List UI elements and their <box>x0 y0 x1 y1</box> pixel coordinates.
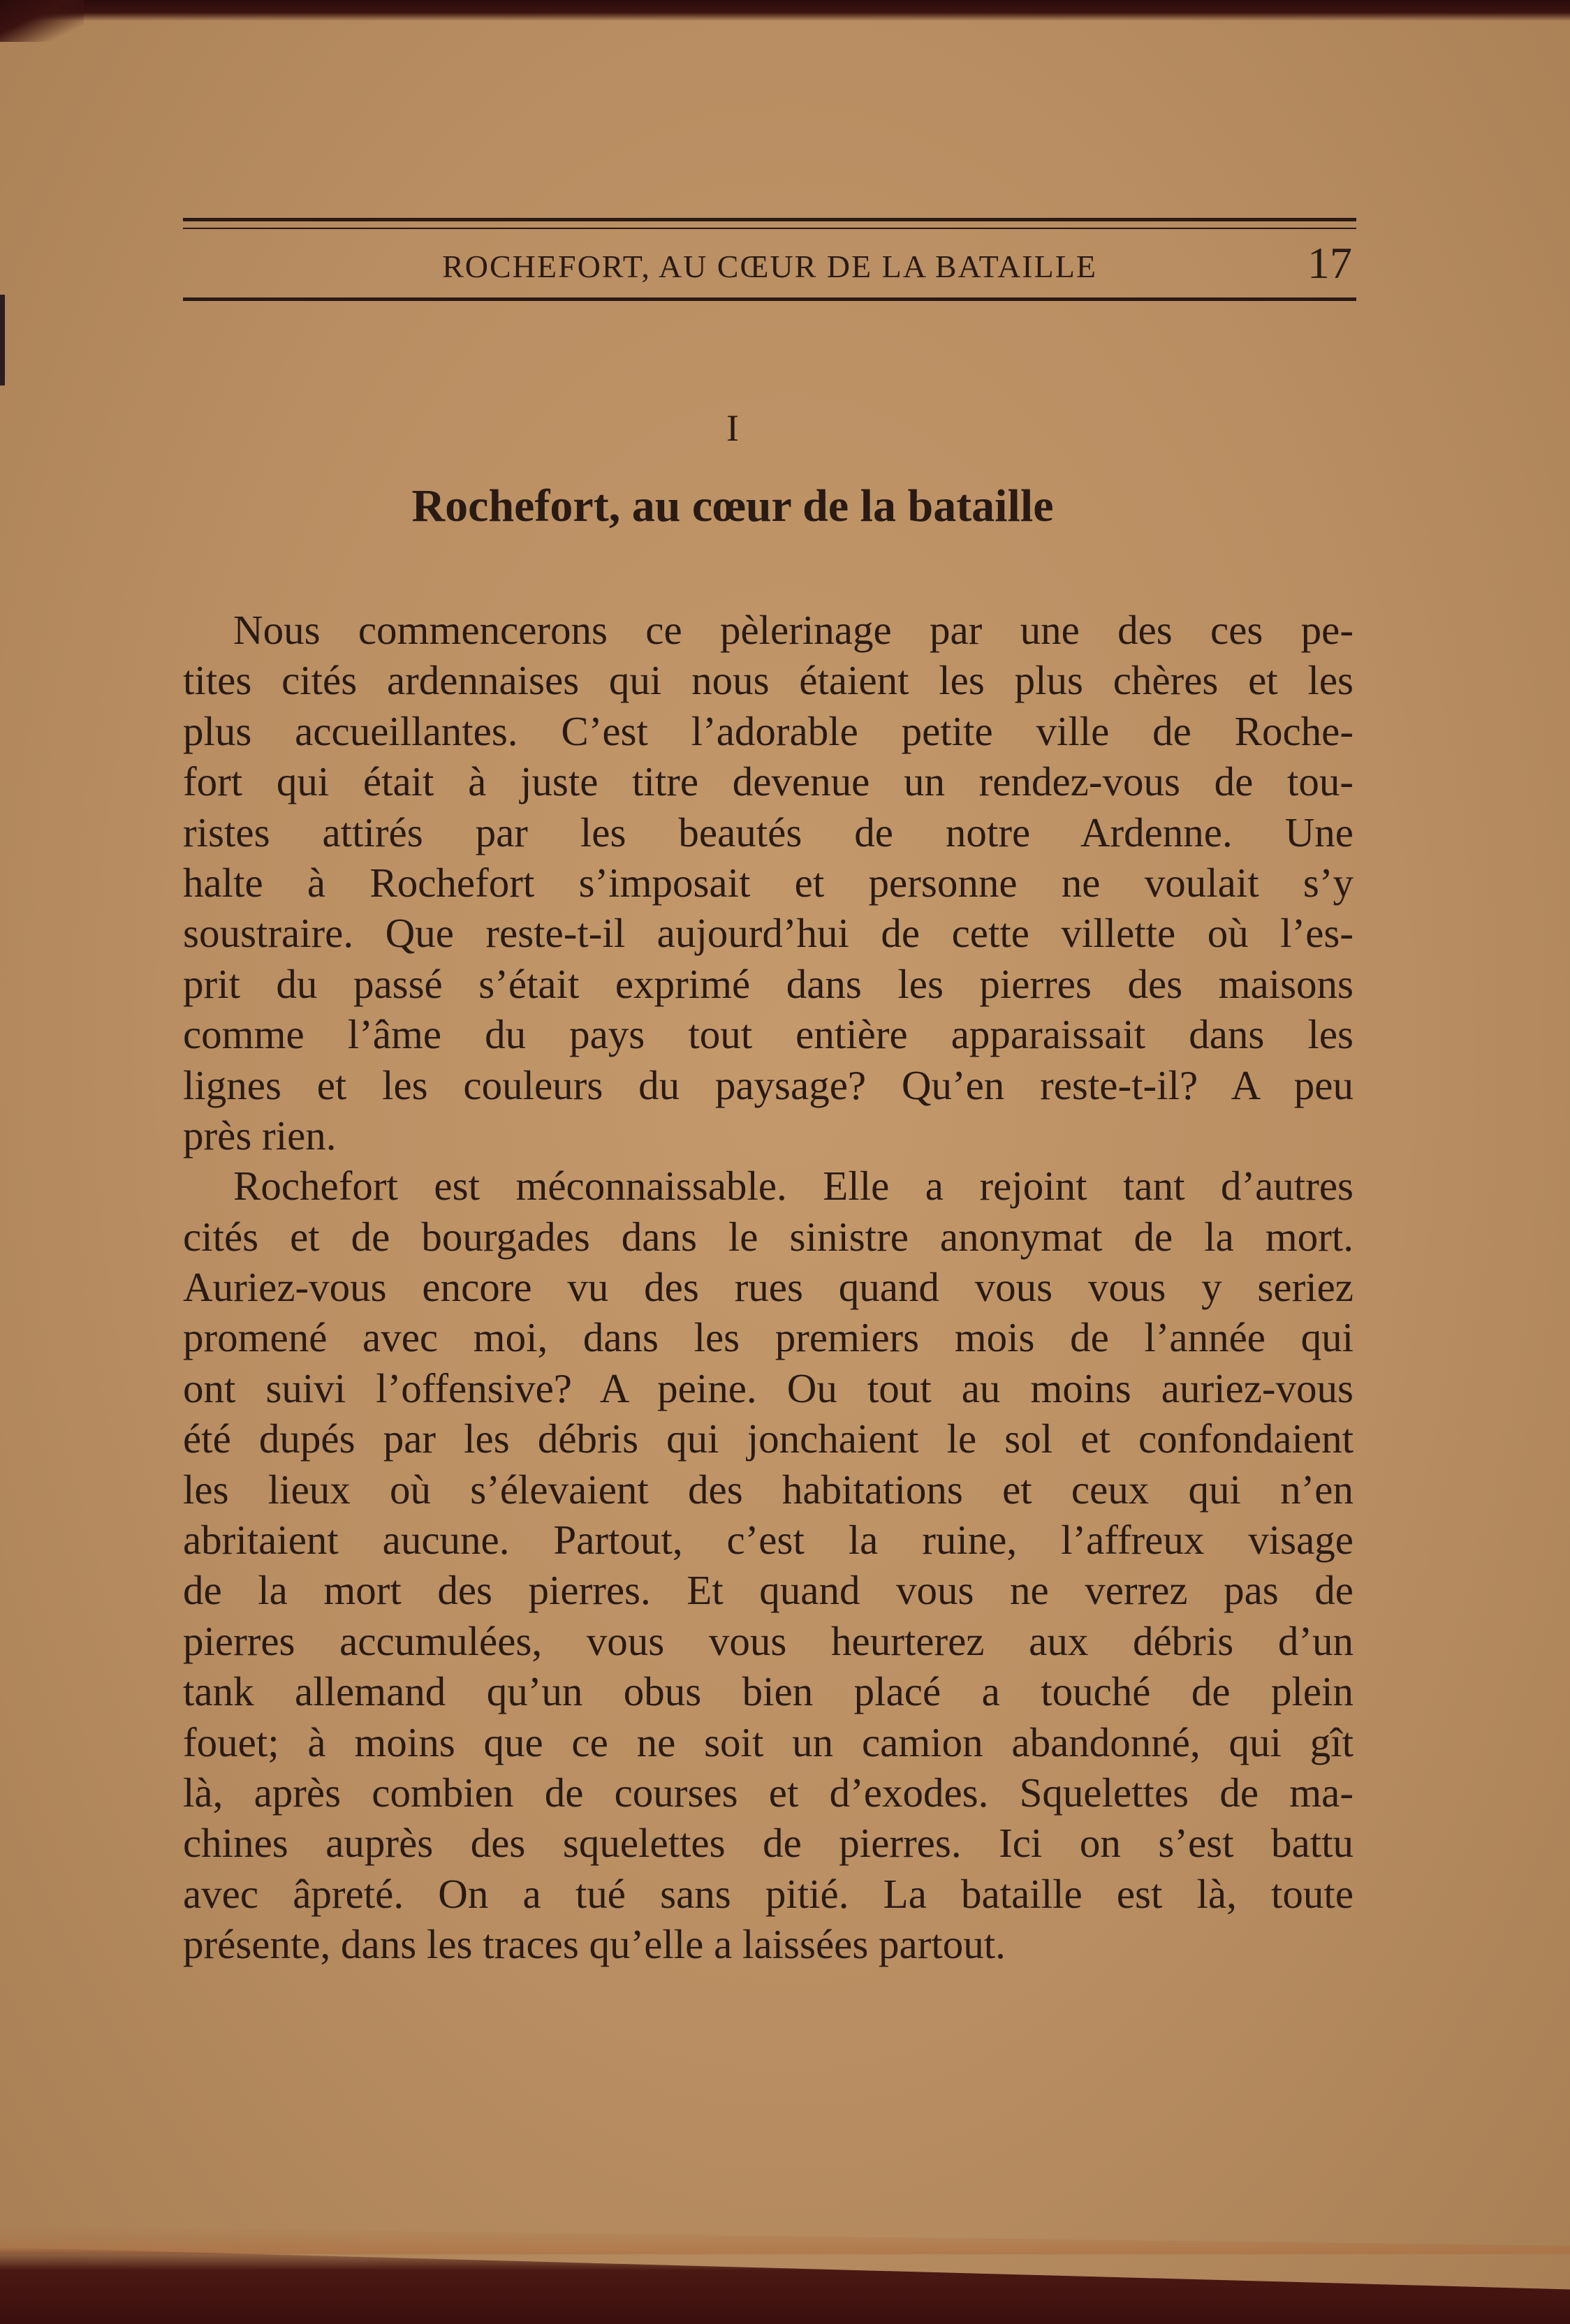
text-line: ont suivi l’offensive? A peine. Ou tout au moins auriez-vous <box>183 1365 1353 1411</box>
text-line: lignes et les couleurs du paysage? Qu’en reste-t-il? A peu <box>183 1061 1353 1108</box>
text-line: Rochefort est méconnaissable. Elle a rejoint tant d’autres <box>233 1163 1353 1209</box>
text-line: promené avec moi, dans les premiers mois de l’année qui <box>183 1314 1353 1361</box>
page-number: 17 <box>1307 238 1352 288</box>
page-bottom-edge-band <box>0 2226 1570 2254</box>
running-head: ROCHEFORT, AU CŒUR DE LA BATAILLE <box>442 249 1097 284</box>
chapter-number: I <box>726 407 739 449</box>
page-header <box>183 218 1356 307</box>
page-top-edge-shadow <box>0 0 1570 21</box>
text-line: été dupés par les débris qui jonchaient le sol et confondaient <box>183 1415 1353 1462</box>
text-line: pierres accumulées, vous vous heurterez aux débris d’un <box>183 1617 1353 1664</box>
text-line: chines auprès des squelettes de pierres. Ici on s’est battu <box>183 1820 1353 1867</box>
text-line: Auriez-vous encore vu des rues quand vous vous y seriez <box>183 1264 1353 1311</box>
text-line: Nous commencerons ce pèlerinage par une des ces pe- <box>233 607 1353 653</box>
text-line: soustraire. Que reste-t-il aujourd’hui de cette villette où l’es- <box>183 910 1353 957</box>
text-line: tank allemand qu’un obus bien placé a touché de plein <box>183 1668 1353 1715</box>
text-line: près rien. <box>183 1112 337 1159</box>
text-line: fort qui était à juste titre devenue un rendez-vous de tou- <box>183 758 1353 805</box>
text-line: plus accueillantes. C’est l’adorable petite ville de Roche- <box>183 707 1353 754</box>
page-corner-shadow <box>0 0 84 42</box>
body-text <box>183 605 1353 1970</box>
text-line: fouet; à moins que ce ne soit un camion abandonné, qui gît <box>183 1719 1353 1765</box>
text-line: halte à Rochefort s’imposait et personne ne voulait s’y <box>183 859 1353 906</box>
chapter-title: Rochefort, au cœur de la bataille <box>411 480 1054 531</box>
left-edge-mark <box>0 295 5 385</box>
header-rule-top-thin <box>183 228 1356 229</box>
text-line: les lieux où s’élevaient des habitations et ceux qui n’en <box>183 1466 1353 1513</box>
page-bottom-edge-shadow <box>0 2247 1570 2324</box>
text-line: abritaient aucune. Partout, c’est la ruine, l’affreux visage <box>183 1517 1353 1564</box>
text-line: cités et de bourgades dans le sinistre anonymat de la mort. <box>183 1213 1353 1260</box>
text-line: prit du passé s’était exprimé dans les pierres des maisons <box>183 960 1353 1007</box>
text-line: de la mort des pierres. Et quand vous ne verrez pas de <box>183 1567 1353 1614</box>
text-line: ristes attirés par les beautés de notre Ardenne. Une <box>183 809 1353 855</box>
header-rule-bottom <box>183 297 1356 301</box>
text-line: avec âpreté. On a tué sans pitié. La bataille est là, toute <box>183 1870 1353 1917</box>
text-line: comme l’âme du pays tout entière apparaissait dans les <box>183 1011 1353 1058</box>
header-rule-top-thick <box>183 218 1356 221</box>
text-line: tites cités ardennaises qui nous étaient les plus chères et les <box>183 657 1353 704</box>
text-line: présente, dans les traces qu’elle a laissées partout. <box>183 1921 1006 1968</box>
text-line: là, après combien de courses et d’exodes. Squelettes de ma- <box>183 1769 1353 1816</box>
